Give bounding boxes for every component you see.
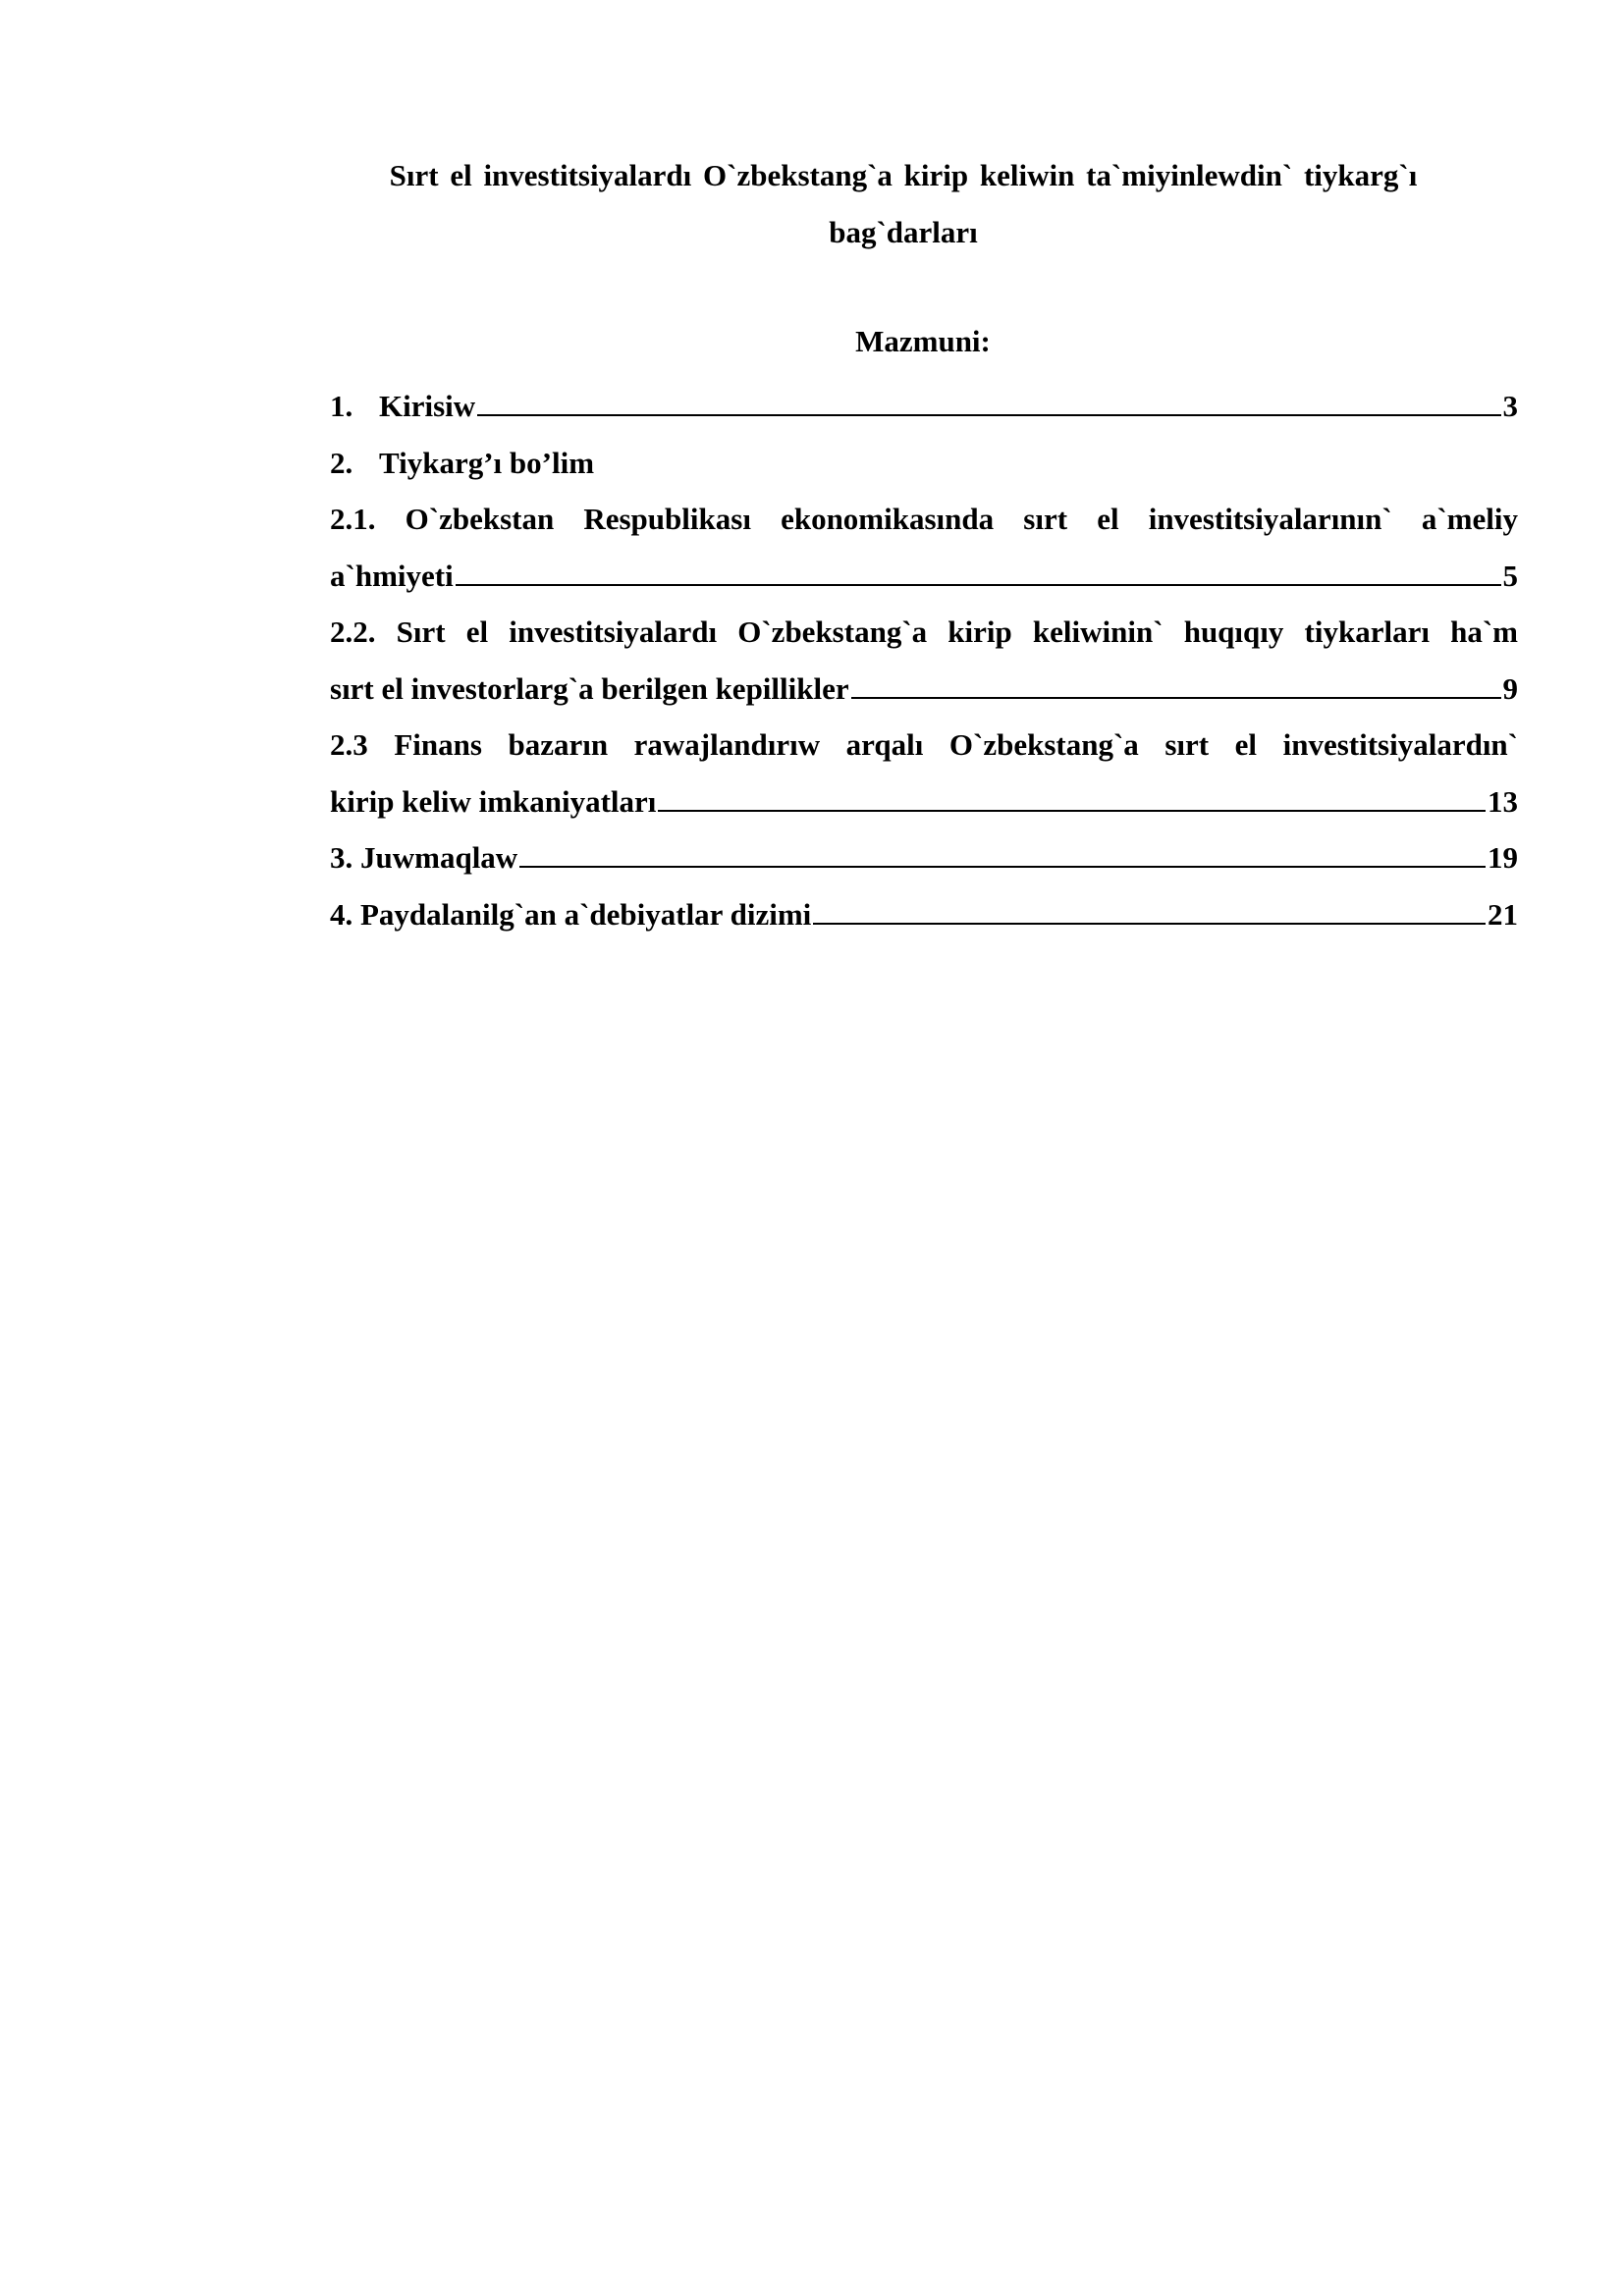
toc-entry-2-1-line-2 bbox=[330, 548, 1518, 605]
toc-heading: Mazmuni: bbox=[855, 324, 991, 358]
toc-entry-juwmaqlaw bbox=[330, 829, 1518, 886]
toc-entry-label: 4. Paydalanilg`an a`debiyatlar dizimi bbox=[330, 896, 812, 932]
toc-entry-page: 21 bbox=[1488, 896, 1518, 932]
toc-entry-2-3-line-1: 2.3 Finans bazarın rawajlandırıw arqalı O`zbekstang`a sırt el investitsiyalardın` bbox=[330, 727, 1518, 762]
toc-entry-label: a`hmiyeti bbox=[330, 558, 454, 593]
toc-entry-debiyatlar-dizimi bbox=[330, 886, 1518, 943]
toc-entry-label: Kirisiw bbox=[379, 389, 476, 423]
toc-entry-tiykargi-bolim bbox=[330, 435, 1518, 492]
toc-entry-2-1-line-1: 2.1. O`zbekstan Respublikası ekonomikasında sırt el investitsiyalarının` a`meliy bbox=[330, 502, 1518, 536]
toc-leader-line bbox=[519, 866, 1486, 868]
toc-entry-label: sırt el investorlarg`a berilgen kepillikler bbox=[330, 670, 849, 706]
toc-entry-page: 9 bbox=[1502, 670, 1518, 706]
title-line-1: Sırt el investitsiyalardı O`zbekstang`a kirip keliwin ta`miyinlewdin` tiykarg`ı bbox=[389, 158, 1418, 192]
toc-entry-page: 13 bbox=[1488, 783, 1518, 819]
toc-entry-2-2-line-1: 2.2. Sırt el investitsiyalardı O`zbekstang`a kirip keliwinin` huqıqıy tiykarları ha`m bbox=[330, 614, 1518, 649]
toc-entry-page: 3 bbox=[1502, 389, 1518, 423]
table-of-contents bbox=[330, 378, 1518, 942]
document-title bbox=[334, 147, 1473, 261]
toc-entry-2-2-line-2 bbox=[330, 661, 1518, 718]
toc-entry-label: kirip keliw imkaniyatları bbox=[330, 783, 657, 819]
toc-entry-label: Tiykarg’ı bo’lim bbox=[379, 445, 595, 480]
toc-leader-line bbox=[813, 923, 1486, 925]
toc-entry-label: 3. Juwmaqlaw bbox=[330, 840, 518, 875]
toc-entry-page: 19 bbox=[1488, 840, 1518, 875]
toc-entry-page: 5 bbox=[1502, 558, 1518, 593]
toc-entry-number: 2. bbox=[330, 445, 353, 480]
toc-leader-line bbox=[456, 584, 1501, 586]
toc-entry-kirisiw bbox=[330, 378, 1518, 435]
toc-leader-line bbox=[477, 414, 1500, 416]
toc-entry-number: 1. bbox=[330, 389, 353, 423]
toc-leader-line bbox=[658, 810, 1486, 812]
title-line-2: bag`darları bbox=[829, 215, 978, 249]
toc-entry-2-3-line-2 bbox=[330, 774, 1518, 830]
toc-leader-line bbox=[851, 697, 1501, 699]
